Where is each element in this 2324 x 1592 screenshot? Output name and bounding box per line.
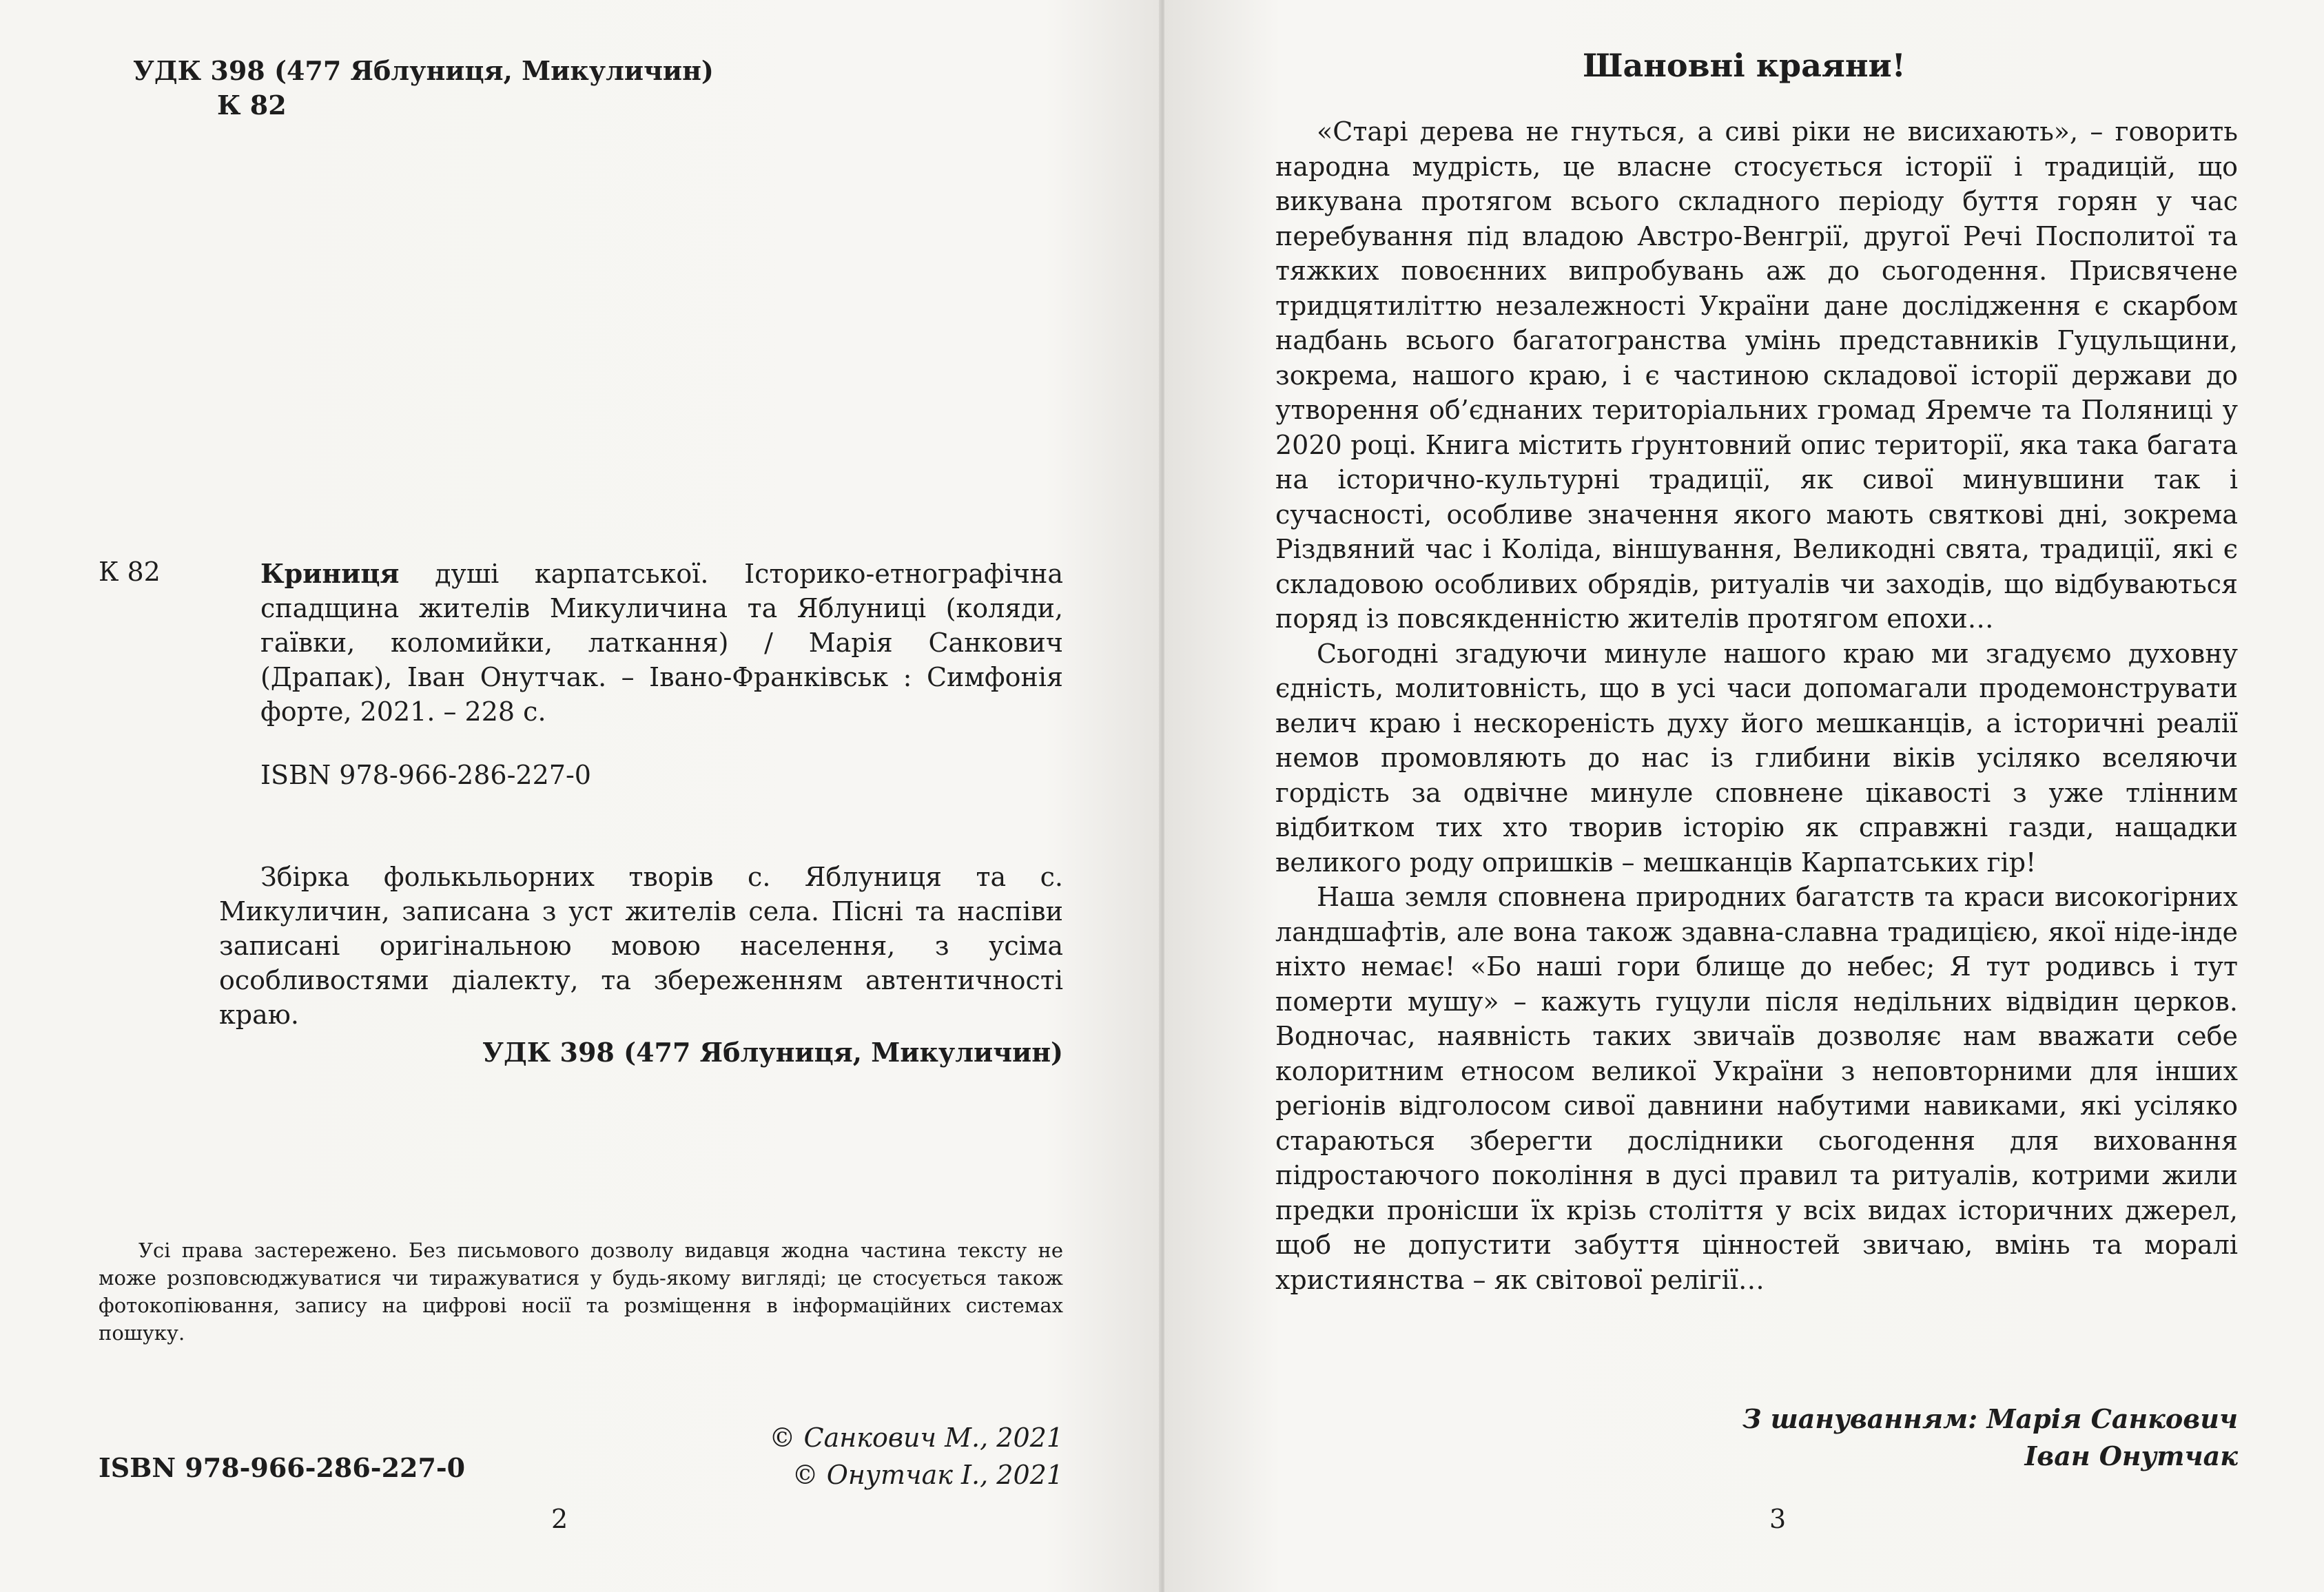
paragraph: «Старі дерева не гнуться, а сиві ріки не висихають», – говорить народна мудрість, це власне стосується історії і традицій, що викувана протягом всього складного періоду буття горян у час перебування під владою Австро-Венгрії, другої Речі Посполитої та тяжких повоєнних випробувань аж до сьогодення. Присвячене тридцятиліттю незалежності України дане дослідження є скарбом надбань всього багатогранства умінь представників Гуцульщини, зокрема, нашого краю, і є частиною складової історії держави до утворення об’єднаних територіальних громад Яремче та Поляниці у 2020 році. Книга містить ґрунтовний опис території, яка така багата на історично-культурні традиції, як сивої минувшини так і сучасності, особливе значення якого мають святкові дні, зокрема Різдвяний час і Коліда, віншування, Великодні свята, традиції, які є складовою особливих обрядів, ритуалів чи заходів, що відбуваються поряд із повсякденністю жителів протягом епохи… bbox=[1275, 116, 2238, 634]
rights-notice: Усі права застережено. Без письмового дозволу видавця жодна частина тексту не може розповсюджуватися чи тиражуватися у будь-якому вигляді; це стосується також фотокопіювання, запису на цифрові носії та розміщення в інформаційних системах пошуку. bbox=[99, 1239, 1063, 1345]
isbn-mid: ISBN 978-966-286-227-0 bbox=[260, 760, 591, 790]
udk-header bbox=[133, 54, 714, 123]
k82-side: К 82 bbox=[99, 557, 161, 587]
paragraph: Наша земля сповнена природних багатств та краси високогірних ландшафтів, але вона також здавна-славна традицією, якої ніде-інде ніхто немає! «Бо наші гори блище до небес; Я тут родивсь і тут померти мушу» – кажуть гуцули після недільних відвідин церков. Водночас, наявність таких звичаїв дозволяє нам вважати себе колоритним етносом великої України з неповторними для інших регіонів відголосом сивої давнини набутими навиками, які усіляко стараються зберегти дослідники сьогодення для виховання підростаючого покоління в дусі правил та ритуалів, котрими жили предки пронісши їх крізь століття у всіх видах історичних джерел, щоб не допустити забуття цінностей звичаю, вмінь та моралі християнства – як світової релігії… bbox=[1275, 882, 2238, 1295]
bibliographic-record bbox=[260, 557, 1063, 729]
k82-top: К 82 bbox=[217, 90, 287, 121]
udk-bottom: УДК 398 (477 Яблуниця, Микуличин) bbox=[482, 1037, 1063, 1068]
foreword-text bbox=[1275, 114, 2238, 1297]
copyright-1: © Санкович М., 2021 bbox=[769, 1423, 1063, 1453]
signature-line-1: З шануванням: Марія Санкович bbox=[1742, 1403, 2238, 1434]
copyright-block bbox=[769, 1419, 1063, 1493]
signature-block bbox=[1742, 1400, 2238, 1475]
biblio-rest: душі карпатської. Історико-етнографічна спадщина жителів Микуличина та Яблуниці (коляди, гаївки, коломийки, латкання) / Марія Санкович (Драпак), Іван Онутчак. – Івано-Франківськ : Симфонія форте, 2021. – 228 с. bbox=[260, 559, 1063, 727]
signature-line-2: Іван Онутчак bbox=[2024, 1440, 2238, 1471]
udk-top-line: УДК 398 (477 Яблуниця, Микуличин) bbox=[133, 55, 714, 86]
isbn-bottom: ISBN 978-966-286-227-0 bbox=[99, 1452, 466, 1483]
annotation: Збірка фолькьльорних творів с. Яблуниця та с. Микуличин, записана з уст жителів села. Пісні та наспіви записані оригінальною мовою населення, з усіма особливостями діалекту, та збереженням автентичності краю. bbox=[219, 862, 1063, 1030]
greeting-heading: Шановні краяни! bbox=[1583, 47, 1906, 84]
biblio-title: Криниця bbox=[260, 558, 400, 589]
page-number-left: 2 bbox=[551, 1504, 568, 1534]
page-number-right: 3 bbox=[1769, 1504, 1787, 1534]
copyright-2: © Онутчак І., 2021 bbox=[792, 1460, 1063, 1490]
paragraph: Сьогодні згадуючи минуле нашого краю ми згадуємо духовну єдність, молитовність, що в усі часи допомагали продемонструвати велич краю і нескореність духу його мешканців, а історичні реалії немов промовляють до нас із глибини віків усіляко вселяючи гордість за одвічне минуле сповнене цікавості з уже тлінним відбитком тих хто творив історію як справжні газди, нащадки великого роду опришків – мешканців Карпатських гір! bbox=[1275, 638, 2238, 878]
